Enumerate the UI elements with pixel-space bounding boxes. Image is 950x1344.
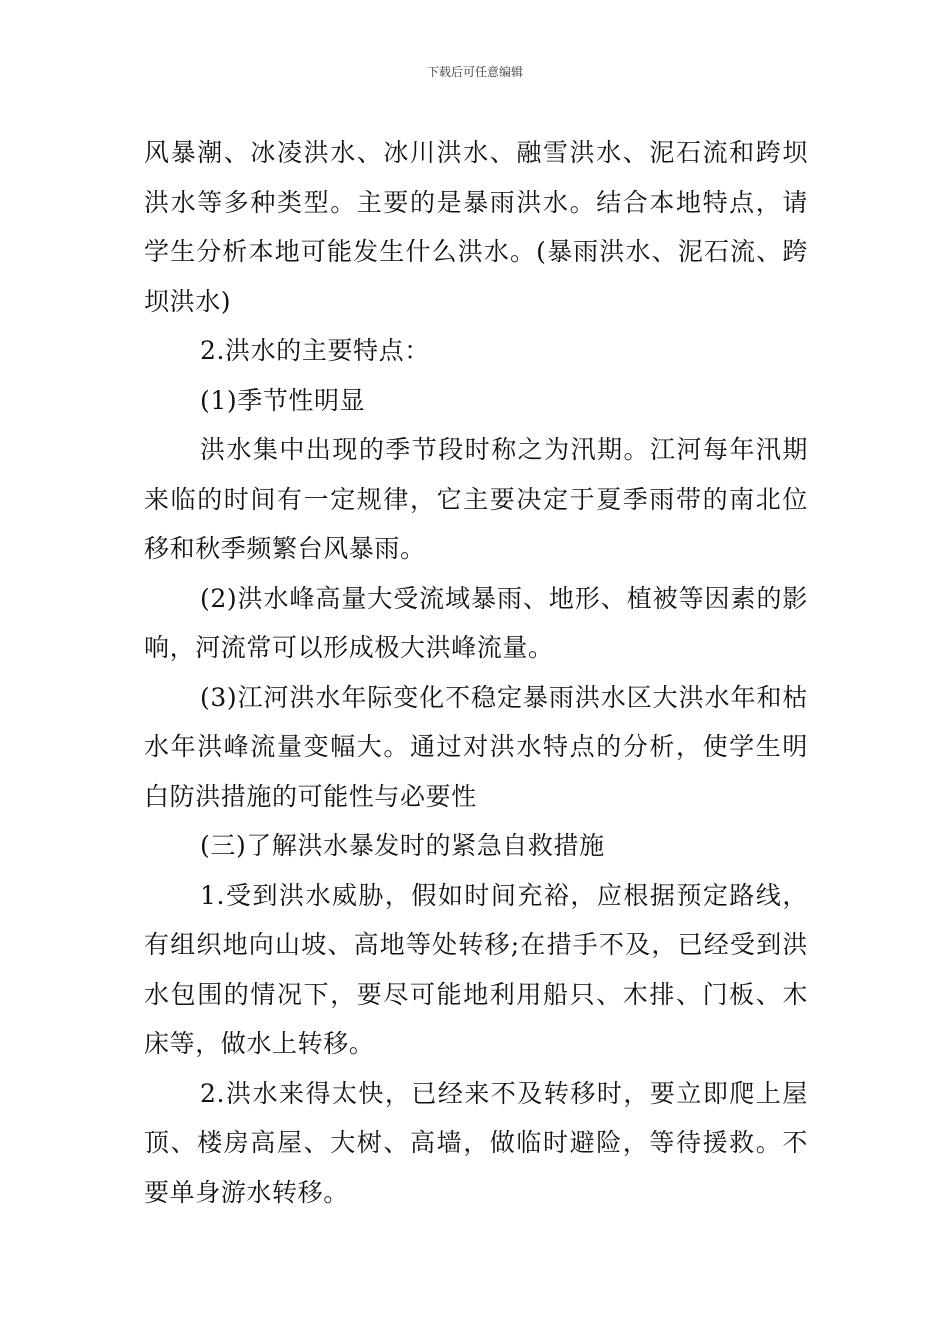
- paragraph-self-rescue-heading: (三)了解洪水暴发时的紧急自救措施: [200, 831, 605, 860]
- document-body: [144, 128, 808, 1217]
- paragraph-rescue-step-2: 2.洪水来得太快，已经来不及转移时，要立即爬上屋顶、楼房高屋、大树、高墙，做临时避险，等待援救。不要单身游水转移。: [144, 1078, 808, 1207]
- paragraph-rescue-step-1: 1.受到洪水威胁，假如时间充裕，应根据预定路线，有组织地向山坡、高地等处转移;在措手不及，已经受到洪水包围的情况下，要尽可能地利用船只、木排、门板、木床等，做水上转移。: [144, 880, 808, 1058]
- page-header: 下载后可任意编辑: [426, 65, 523, 79]
- paragraph-flood-season: 洪水集中出现的季节段时称之为汛期。江河每年汛期来临的时间有一定规律，它主要决定于夏季雨带的南北位移和秋季频繁台风暴雨。: [144, 435, 808, 563]
- paragraph-annual-variation: (3)江河洪水年际变化不稳定暴雨洪水区大洪水年和枯水年洪峰流量变幅大。通过对洪水特点的分析，使学生明白防洪措施的可能性与必要性: [144, 682, 808, 811]
- paragraph-flood-types: 风暴潮、冰凌洪水、冰川洪水、融雪洪水、泥石流和跨坝洪水等多种类型。主要的是暴雨洪水。结合本地特点，请学生分析本地可能发生什么洪水。(暴雨洪水、泥石流、跨坝洪水): [144, 138, 808, 316]
- paragraph-peak-volume: (2)洪水峰高量大受流域暴雨、地形、植被等因素的影响，河流常可以形成极大洪峰流量。: [144, 583, 808, 662]
- paragraph-flood-features-heading: 2.洪水的主要特点：: [200, 336, 430, 365]
- paragraph-seasonality-heading: (1)季节性明显: [200, 385, 366, 415]
